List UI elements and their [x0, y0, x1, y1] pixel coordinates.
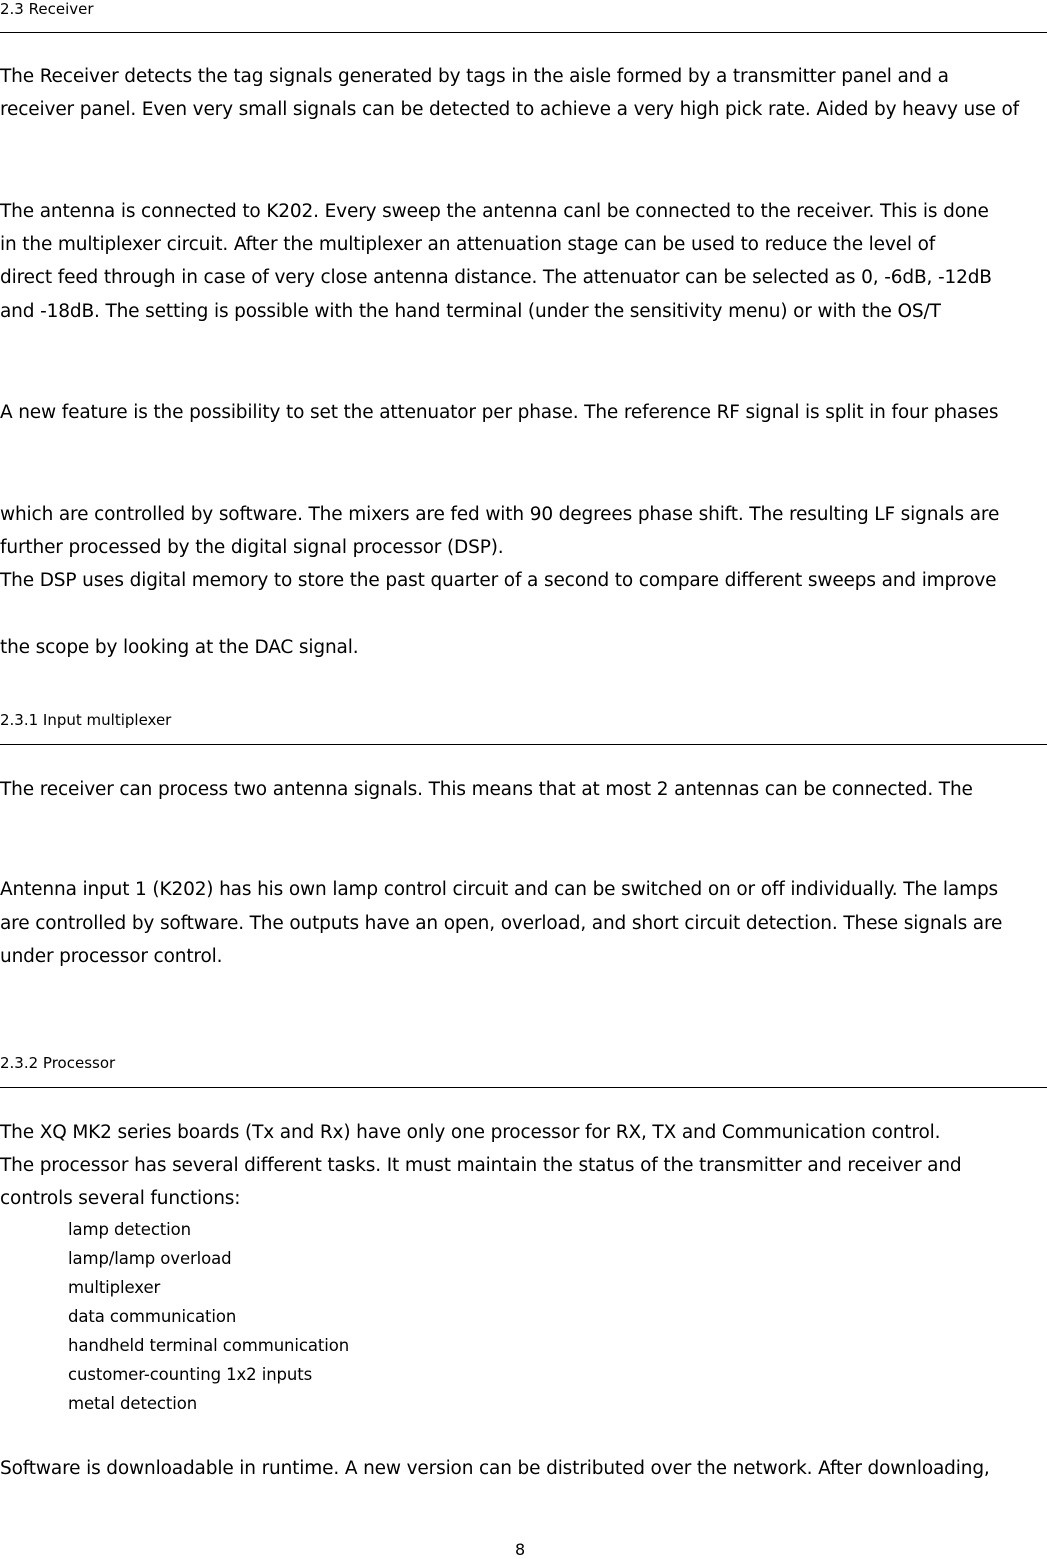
paragraph-line: direct feed through in case of very close antenna distance. The attenuator can be selected as 0, -6dB, -12dB	[0, 267, 992, 288]
section-heading-input-multiplexer: 2.3.1 Input multiplexer	[0, 711, 172, 729]
section-heading-receiver: 2.3 Receiver	[0, 0, 94, 18]
paragraph-line: the scope by looking at the DAC signal.	[0, 637, 359, 658]
function-list-item: lamp/lamp overload	[68, 1249, 232, 1268]
function-list-item: multiplexer	[68, 1278, 161, 1297]
section-rule	[0, 1087, 1047, 1088]
paragraph-line: further processed by the digital signal processor (DSP).	[0, 537, 504, 558]
paragraph-line: Software is downloadable in runtime. A new version can be distributed over the network. After downloading,	[0, 1458, 990, 1479]
paragraph-line: The XQ MK2 series boards (Tx and Rx) have only one processor for RX, TX and Communication control.	[0, 1122, 941, 1143]
function-list-item: data communication	[68, 1307, 237, 1326]
paragraph-line: A new feature is the possibility to set the attenuator per phase. The reference RF signal is split in four phases	[0, 402, 999, 423]
function-list-item: handheld terminal communication	[68, 1336, 350, 1355]
section-rule	[0, 744, 1047, 745]
paragraph-line: are controlled by software. The outputs have an open, overload, and short circuit detection. These signals are	[0, 913, 1003, 934]
paragraph-line: Antenna input 1 (K202) has his own lamp control circuit and can be switched on or off individually. The lamps	[0, 879, 999, 900]
paragraph-line: The Receiver detects the tag signals generated by tags in the aisle formed by a transmitter panel and a	[0, 66, 949, 87]
paragraph-line: which are controlled by software. The mixers are fed with 90 degrees phase shift. The resulting LF signals are	[0, 504, 1000, 525]
function-list-item: customer-counting 1x2 inputs	[68, 1365, 313, 1384]
paragraph-line: under processor control.	[0, 946, 223, 967]
function-list-item: lamp detection	[68, 1220, 192, 1239]
paragraph-line: The processor has several different tasks. It must maintain the status of the transmitter and receiver and	[0, 1155, 962, 1176]
paragraph-line: The antenna is connected to K202. Every sweep the antenna canl be connected to the receiver. This is done	[0, 201, 989, 222]
section-heading-processor: 2.3.2 Processor	[0, 1054, 116, 1072]
section-rule	[0, 32, 1047, 33]
paragraph-line: and -18dB. The setting is possible with the hand terminal (under the sensitivity menu) or with the OS/T	[0, 301, 941, 322]
paragraph-line: in the multiplexer circuit. After the multiplexer an attenuation stage can be used to reduce the level of	[0, 234, 936, 255]
paragraph-line: The receiver can process two antenna signals. This means that at most 2 antennas can be connected. The	[0, 779, 973, 800]
function-list-item: metal detection	[68, 1394, 198, 1413]
paragraph-line: controls several functions:	[0, 1188, 241, 1209]
paragraph-line: The DSP uses digital memory to store the past quarter of a second to compare different sweeps and improve	[0, 570, 997, 591]
paragraph-line: receiver panel. Even very small signals can be detected to achieve a very high pick rate. Aided by heavy use of	[0, 99, 1020, 120]
page-number: 8	[515, 1540, 526, 1559]
